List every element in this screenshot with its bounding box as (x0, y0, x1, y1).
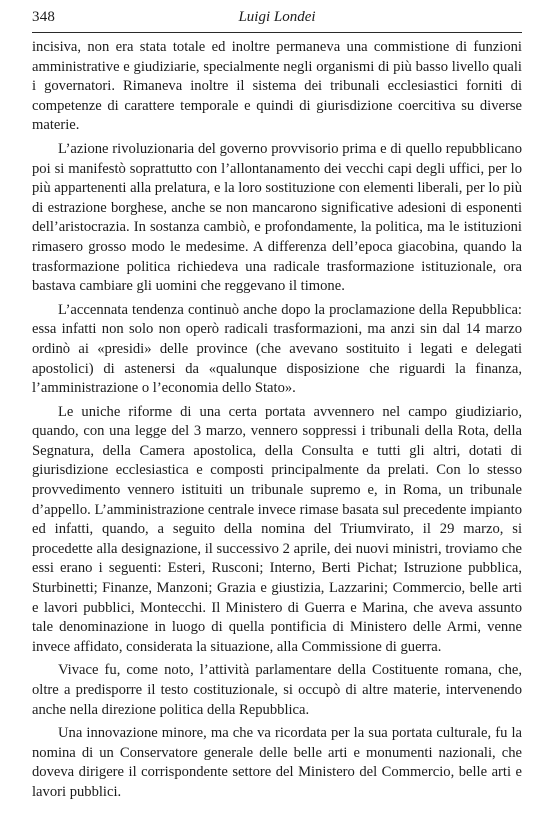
page-header (32, 8, 522, 32)
paragraph: Una innovazione minore, ma che va ricordata per la sua portata culturale, fu la nomina di un Conservatore generale delle belle arti e monumenti nazionali, che doveva dirigere il corrispondente settore del Ministero del Commercio, belle arti e lavori pubblici. (32, 725, 522, 800)
page-number: 348 (32, 9, 56, 25)
header-rule (32, 32, 522, 33)
paragraph: Le uniche riforme di una certa portata avvennero nel campo giudiziario, quando, con una legge del 3 marzo, vennero soppressi i tribunali della Rota, della Segnatura, della Camera apostolica, della Consulta e tutti gli altri, dotati di giurisdizione ecclesiastica e composti principalmente da prelati. Con lo stesso provvedimento vennero istituiti un tribunale supremo e, in Roma, un tribunale d’appello. L’amministrazione centrale invece rimase basata sul precedente impianto ed infatti, quando, a seguito della nomina del Triumvirato, il 29 marzo, si procedette alla designazione, il successivo 2 aprile, dei nuovi ministri, troviamo che essi erano i seguenti: Esteri, Rusconi; Interno, Berti Pichat; Istruzione pubblica, Sturbinetti; Finanze, Manzoni; Grazia e giustizia, Lazzarini; Commercio, belle arti e lavori pubblici, Montecchi. Il Ministero di Guerra e Marina, che aveva assunto tale denominazione in luogo di quella pontificia di Ministero delle Armi, venne invece affidato, considerata la situazione, alla Commissione di guerra. (32, 403, 522, 655)
paragraph: L’accennata tendenza continuò anche dopo la proclamazione della Repubblica: essa infatti non solo non operò radicali trasformazioni, ma anzi sin dal 14 marzo ordinò ai «presidi» delle province (che avevano sostituito i legati e delegati apostolici) di astenersi da «qualunque disposizione che riguardi la finanza, l’amministrazione o l’economia dello Stato». (32, 301, 522, 397)
body-text (32, 38, 522, 807)
paragraph: incisiva, non era stata totale ed inoltre permaneva una commistione di funzioni amministrative e giudiziarie, specialmente negli organismi di più basso livello quali i governatori. Rimaneva inoltre il sistema dei tribunali ecclesiastici forniti di competenze di carattere temporale e quindi di giurisdizione coercitiva su diverse materie. (32, 39, 522, 134)
running-head: Luigi Londei (238, 9, 316, 25)
paragraph: L’azione rivoluzionaria del governo provvisorio prima e di quello repubblicano poi si manifestò soprattutto con l’allontanamento dei vecchi capi degli uffici, per lo più appartenenti alla prelatura, e la loro sostituzione con elementi liberali, per lo più di estrazione borghese, anche se non mancarono significative adesioni di esponenti dell’aristocrazia. In sostanza cambiò, e profondamente, la politica, ma le istituzioni rimasero grosso modo le medesime. A differenza dell’epoca giacobina, quando la trasformazione politica richiedeva una radicale trasformazione istituzionale, ora bastava cambiare gli uomini che reggevano il timone. (32, 140, 522, 295)
paragraph: Vivace fu, come noto, l’attività parlamentare della Costituente romana, che, oltre a predisporre il testo costituzionale, si occupò di altre materie, intervenendo anche nella direzione politica della Repubblica. (32, 662, 522, 718)
